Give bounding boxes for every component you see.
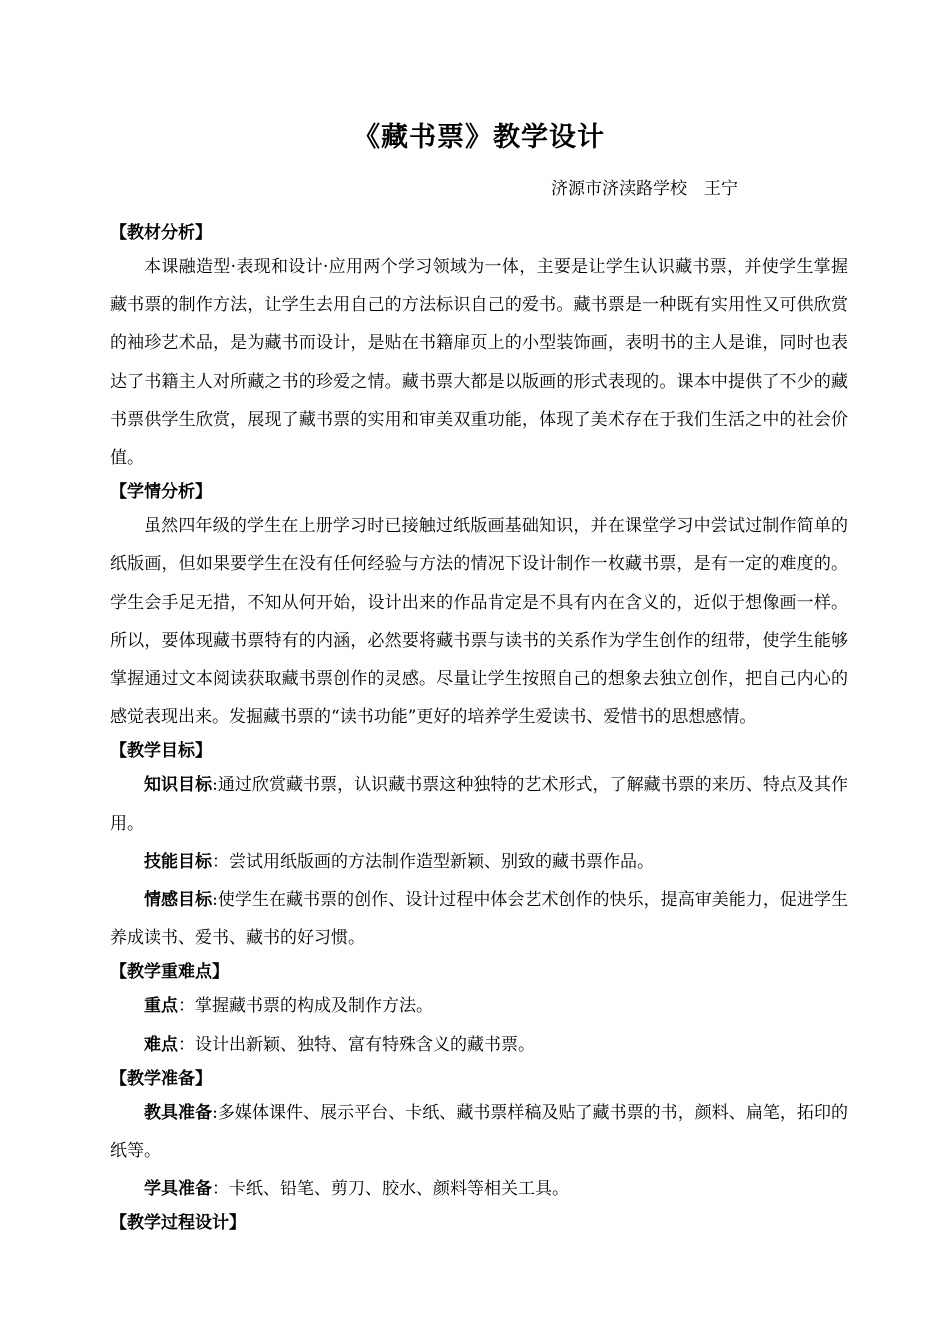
- author-line: 济源市济渎路学校 王宁: [551, 179, 738, 199]
- heading-teaching-process: 【教学过程设计】: [110, 1213, 246, 1234]
- hard-point-label: 难点: [144, 1034, 178, 1055]
- hard-point: [110, 1026, 848, 1064]
- teacher-prep-text: :多媒体课件、展示平台、卡纸、藏书票样稿及贴了藏书票的书，颜料、扁笔，拓印的纸等。: [110, 1102, 848, 1162]
- skill-goal: [110, 843, 848, 881]
- student-prep: [110, 1170, 848, 1208]
- student-prep-text: ：卡纸、铅笔、剪刀、胶水、颜料等相关工具。: [212, 1179, 569, 1200]
- knowledge-goal-text: :通过欣赏藏书票，认识藏书票这种独特的艺术形式，了解藏书票的来历、特点及其作用。: [110, 775, 848, 834]
- teacher-prep-label: 教具准备: [144, 1102, 213, 1123]
- knowledge-goal-label: 知识目标: [144, 775, 213, 796]
- emotion-goal-label: 情感目标: [144, 890, 213, 911]
- document-page: [110, 118, 848, 1238]
- key-point: [110, 987, 848, 1025]
- document-title: 《藏书票》教学设计: [353, 122, 605, 153]
- heading-student-analysis: 【学情分析】: [110, 482, 212, 503]
- key-point-text: ：掌握藏书票的构成及制作方法。: [178, 996, 433, 1017]
- heading-preparation: 【教学准备】: [110, 1068, 212, 1089]
- teacher-prep: [110, 1094, 848, 1170]
- heading-teaching-goals: 【教学目标】: [110, 741, 212, 762]
- key-point-label: 重点: [144, 996, 178, 1017]
- emotion-goal: [110, 881, 848, 957]
- emotion-goal-text: :使学生在藏书票的创作、设计过程中体会艺术创作的快乐，提高审美能力，促进学生养成读书、爱书、藏书的好习惯。: [110, 890, 848, 949]
- skill-goal-label: 技能目标: [144, 851, 212, 872]
- heading-material-analysis: 【教材分析】: [110, 223, 212, 243]
- skill-goal-text: ：尝试用纸版画的方法制作造型新颖、别致的藏书票作品。: [212, 851, 654, 872]
- student-analysis-text: 虽然四年级的学生在上册学习时已接触过纸版画基础知识，并在课堂学习中尝试过制作简单的纸版画，但如果要学生在没有任何经验与方法的情况下设计制作一枚藏书票，是有一定的难度的。学生会手足无措，不知从何开始，设计出来的作品肯定是不具有内在含义的，近似于想像画一样。所以，要体现藏书票特有的内涵，必然要将藏书票与读书的关系作为学生创作的纽带，使学生能够掌握通过文本阅读获取藏书票创作的灵感。尽量让学生按照自己的想象去独立创作，把自己内心的感觉表现出来。发掘藏书票的“读书功能”更好的培养学生爱读书、爱惜书的思想感情。: [110, 516, 848, 728]
- material-analysis-text: 本课融造型·表现和设计·应用两个学习领域为一体，主要是让学生认识藏书票，并使学生掌握藏书票的制作方法，让学生去用自己的方法标识自己的爱书。藏书票是一种既有实用性又可供欣赏的袖珍艺术品，是为藏书而设计，是贴在书籍扉页上的小型装饰画，表明书的主人是谁，同时也表达了书籍主人对所藏之书的珍爱之情。藏书票大都是以版画的形式表现的。课本中提供了不少的藏书票供学生欣赏，展现了藏书票的实用和审美双重功能，体现了美术存在于我们生活之中的社会价值。: [110, 257, 848, 469]
- knowledge-goal: [110, 766, 848, 842]
- hard-point-text: ：设计出新颖、独特、富有特殊含义的藏书票。: [178, 1034, 535, 1055]
- student-prep-label: 学具准备: [144, 1179, 212, 1200]
- heading-key-points: 【教学重难点】: [110, 962, 229, 983]
